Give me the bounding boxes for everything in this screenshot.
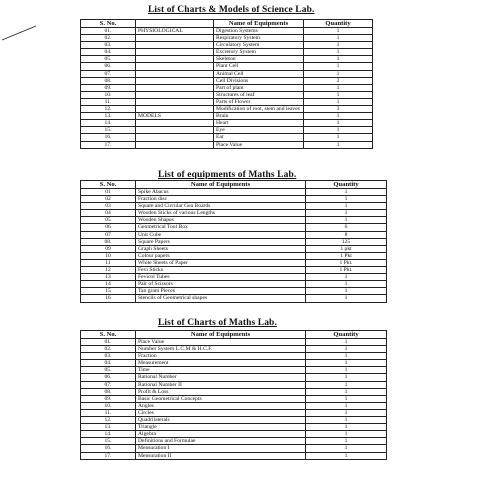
table-row (81, 288, 387, 295)
table-row (81, 381, 387, 388)
maths-equipment-table (80, 180, 387, 303)
cell-qty: 1 (306, 295, 387, 302)
table-row (81, 203, 387, 210)
cell-name: Mensuration I (136, 445, 306, 452)
cell-name: Eye (214, 127, 304, 134)
cell-name: Heart (214, 120, 304, 127)
cell-sno: 16. (81, 445, 136, 452)
cell-name: Mensuration II (136, 452, 306, 459)
cell-name: Part of plant (214, 84, 304, 91)
table-row (81, 210, 387, 217)
header-name: Name of Equipments (136, 331, 306, 339)
cell-sno: 03 (81, 203, 136, 210)
cell-cat (136, 141, 214, 148)
header-quantity: Quantity (306, 331, 387, 339)
cell-sno: 04. (81, 360, 136, 367)
cell-name: Quadrilaterals (136, 417, 306, 424)
table-row (81, 42, 373, 49)
header-name: Name of Equipments (136, 181, 306, 189)
cell-qty: 1 (304, 113, 373, 120)
table-row (81, 224, 387, 231)
cell-cat (136, 49, 214, 56)
table-row (81, 91, 373, 98)
cell-name: Parts of Flower (214, 98, 304, 105)
cell-qty: 1 (306, 288, 387, 295)
cell-cat (136, 70, 214, 77)
cell-cat: PHYSIOLOGICAL (136, 28, 214, 35)
cell-qty: 1 (304, 49, 373, 56)
cell-qty: 1 (304, 141, 373, 148)
cell-qty: 1 (306, 402, 387, 409)
cell-sno: 03. (81, 42, 136, 49)
cell-name: Circulatory System (214, 42, 304, 49)
cell-name: Digestion Systems (214, 28, 304, 35)
cell-name: Fevicol Tubes (136, 274, 306, 281)
cell-name: Fevi Sticks (136, 267, 306, 274)
table-row (81, 353, 387, 360)
cell-sno: 11 (81, 259, 136, 266)
cell-qty: 1 (306, 438, 387, 445)
cell-qty: 1 (306, 388, 387, 395)
cell-cat (136, 35, 214, 42)
maths-charts-table-body (81, 339, 387, 460)
cell-name: Respiratory System (214, 35, 304, 42)
cell-cat (136, 42, 214, 49)
cell-qty: 1 (304, 56, 373, 63)
cell-cat (136, 84, 214, 91)
cell-sno: 16. (81, 134, 136, 141)
cell-sno: 06 (81, 224, 136, 231)
cell-sno: 15. (81, 127, 136, 134)
table-row (81, 417, 387, 424)
table-row (81, 63, 373, 70)
cell-name: Algebra (136, 431, 306, 438)
cell-qty: 1 (306, 203, 387, 210)
cell-sno: 08. (81, 238, 136, 245)
cell-sno: 09. (81, 395, 136, 402)
cell-name: Animal Cell (214, 70, 304, 77)
cell-qty: 1 (306, 274, 387, 281)
science-table (80, 19, 373, 149)
cell-name: Skeleton (214, 56, 304, 63)
cell-qty: 1 (306, 217, 387, 224)
cell-sno: 08. (81, 77, 136, 84)
table-row (81, 189, 387, 196)
table-row (81, 245, 387, 252)
table-row (81, 217, 387, 224)
cell-cat (136, 98, 214, 105)
cell-qty: 1 (304, 42, 373, 49)
cell-name: Wooden Shapes (136, 217, 306, 224)
cell-name: Spike Abacus (136, 189, 306, 196)
cell-sno: 11. (81, 409, 136, 416)
cell-name: Plant Cell (214, 63, 304, 70)
table-row (81, 367, 387, 374)
cell-qty: 1 (304, 63, 373, 70)
cell-sno: 06. (81, 374, 136, 381)
table-row (81, 56, 373, 63)
maths-charts-title: List of Charts of Maths Lab. (158, 318, 277, 328)
cell-qty: 1 (306, 409, 387, 416)
table-row (81, 295, 387, 302)
cell-cat (136, 127, 214, 134)
cell-sno: 10. (81, 91, 136, 98)
cell-name: Geometrical Tool Box (136, 224, 306, 231)
table-row (81, 346, 387, 353)
table-row (81, 35, 373, 42)
cell-cat (136, 91, 214, 98)
cell-qty: 1 (306, 374, 387, 381)
cell-sno: 02. (81, 35, 136, 42)
cell-name: Profit & Loss (136, 388, 306, 395)
cell-name: Fraction disc (136, 196, 306, 203)
table-row (81, 259, 387, 266)
cell-name: Ear (214, 134, 304, 141)
cell-sno: 12. (81, 106, 136, 113)
table-row (81, 267, 387, 274)
cell-qty: 1 (306, 395, 387, 402)
cell-sno: 16 (81, 295, 136, 302)
table-row (81, 28, 373, 35)
cell-sno: 17. (81, 452, 136, 459)
table-row (81, 339, 387, 346)
cell-qty: 1 (304, 98, 373, 105)
table-row (81, 402, 387, 409)
cell-sno: 07. (81, 381, 136, 388)
table-row (81, 84, 373, 91)
cell-qty: 1 (306, 452, 387, 459)
cell-qty: 1 (306, 417, 387, 424)
cell-name: Square and Circular Gea Boards (136, 203, 306, 210)
table-row (81, 238, 387, 245)
cell-sno: 09. (81, 84, 136, 91)
table-row (81, 49, 373, 56)
cell-sno: 01. (81, 28, 136, 35)
cell-qty: 1 (304, 134, 373, 141)
cell-sno: 12 (81, 267, 136, 274)
table-row (81, 431, 387, 438)
table-row (81, 120, 373, 127)
maths-equipment-table-body (81, 189, 387, 303)
cell-name: White Sheets of Paper (136, 259, 306, 266)
science-table-body (81, 28, 373, 149)
cell-cat (136, 134, 214, 141)
maths-equipment-title: List of equipments of Maths Lab. (158, 170, 297, 180)
table-row (81, 360, 387, 367)
cell-cat (136, 77, 214, 84)
cell-sno: 15 (81, 288, 136, 295)
cell-sno: 14. (81, 120, 136, 127)
cell-name: Fraction (136, 353, 306, 360)
cell-qty: 1 Pkt. (306, 267, 387, 274)
cell-name: Measurement (136, 360, 306, 367)
table-row (81, 141, 373, 148)
cell-sno: 02 (81, 196, 136, 203)
cell-qty: 125 (306, 238, 387, 245)
cell-qty: 1 (306, 360, 387, 367)
table-row (81, 452, 387, 459)
cell-sno: 01 (81, 189, 136, 196)
cell-qty: 1 (306, 346, 387, 353)
cell-sno: 10 (81, 252, 136, 259)
cell-sno: 07 (81, 231, 136, 238)
table-row (81, 231, 387, 238)
cell-sno: 13 (81, 274, 136, 281)
cell-name: Cell Divisions (214, 77, 304, 84)
cell-sno: 13. (81, 424, 136, 431)
cell-sno: 04. (81, 49, 136, 56)
cell-cat (136, 106, 214, 113)
table-row (81, 98, 373, 105)
cell-sno: 17. (81, 141, 136, 148)
cell-sno: 15. (81, 438, 136, 445)
cell-qty: 1 (306, 281, 387, 288)
cell-sno: 12. (81, 417, 136, 424)
cell-sno: 14. (81, 431, 136, 438)
cell-sno: 05. (81, 367, 136, 374)
table-row (81, 409, 387, 416)
table-row (81, 274, 387, 281)
cell-qty: 1 pkt (306, 245, 387, 252)
cell-qty: 1 (306, 424, 387, 431)
table-row (81, 445, 387, 452)
cell-qty: 1 (306, 196, 387, 203)
table-row (81, 374, 387, 381)
header-sno: S. No. (81, 181, 136, 189)
cell-name: Angles (136, 402, 306, 409)
table-row (81, 70, 373, 77)
cell-sno: 14 (81, 281, 136, 288)
header-sno: S. No. (81, 331, 136, 339)
cell-name: Circles (136, 409, 306, 416)
table-row (81, 388, 387, 395)
cell-name: Triangle (136, 424, 306, 431)
table-row (81, 127, 373, 134)
cell-qty: 1 (306, 367, 387, 374)
cell-qty: 1 Pkt (306, 252, 387, 259)
cell-qty: 1 (304, 84, 373, 91)
cell-sno: 13. (81, 113, 136, 120)
header-category (136, 20, 214, 28)
cell-name: Tan gram Pieces (136, 288, 306, 295)
cell-name: Structures of leaf (214, 91, 304, 98)
cell-sno: 06. (81, 63, 136, 70)
cell-cat (136, 63, 214, 70)
cell-name: Place Value (136, 339, 306, 346)
header-quantity: Quantity (304, 20, 373, 28)
cell-name: Stencils of Geometrical shapes (136, 295, 306, 302)
cell-name: Place Value (214, 141, 304, 148)
cell-qty: 8 (306, 231, 387, 238)
science-title: List of Charts & Models of Science Lab. (148, 5, 315, 15)
cell-name: Number System L.C.M & H.C.F. (136, 346, 306, 353)
cell-sno: 05. (81, 56, 136, 63)
cell-qty: 1 (304, 28, 373, 35)
cell-qty: 1 (304, 120, 373, 127)
table-row (81, 424, 387, 431)
cell-qty: 1 (306, 381, 387, 388)
cell-cat (136, 56, 214, 63)
cell-sno: 02. (81, 346, 136, 353)
cell-qty: 1 (306, 189, 387, 196)
cell-sno: 07. (81, 70, 136, 77)
cell-sno: 04 (81, 210, 136, 217)
cell-sno: 09 (81, 245, 136, 252)
cell-sno: 03. (81, 353, 136, 360)
table-row (81, 252, 387, 259)
cell-name: Basic Geometrical Concepts (136, 395, 306, 402)
cell-sno: 11. (81, 98, 136, 105)
header-quantity: Quantity (306, 181, 387, 189)
table-row (81, 77, 373, 84)
cell-qty: 2 (304, 77, 373, 84)
cell-sno: 01. (81, 339, 136, 346)
cell-qty: 1 (304, 127, 373, 134)
cell-cat (136, 120, 214, 127)
header-sno: S. No. (81, 20, 136, 28)
cell-qty: 1 Pkt. (306, 259, 387, 266)
table-row (81, 281, 387, 288)
table-row (81, 134, 373, 141)
cell-name: Definitions and Formulae (136, 438, 306, 445)
maths-equipment-header-row (81, 181, 387, 189)
cell-sno: 10. (81, 402, 136, 409)
cell-sno: 05 (81, 217, 136, 224)
science-header-row (81, 20, 373, 28)
maths-charts-table (80, 330, 387, 460)
table-row (81, 196, 387, 203)
cell-name: Rational Number II (136, 381, 306, 388)
maths-charts-header-row (81, 331, 387, 339)
cell-qty: 1 (304, 70, 373, 77)
cell-qty: 1 (304, 35, 373, 42)
cell-qty: 3 (304, 106, 373, 113)
cell-name: Unit Cube (136, 231, 306, 238)
cell-name: Square Papers (136, 238, 306, 245)
cell-name: Colour papers (136, 252, 306, 259)
table-row (81, 438, 387, 445)
cell-qty: 1 (304, 91, 373, 98)
cell-name: Rational Number (136, 374, 306, 381)
cell-qty: 1 (306, 210, 387, 217)
cell-qty: 6 (306, 224, 387, 231)
cell-name: Wooden Sticks of various Lengths (136, 210, 306, 217)
cell-name: Modification of root, stem and leaves (214, 106, 304, 113)
cell-name: Excretory System (214, 49, 304, 56)
cell-name: Time (136, 367, 306, 374)
cell-qty: 1 (306, 431, 387, 438)
cell-qty: 1 (306, 353, 387, 360)
cell-name: Pair of Scissors (136, 281, 306, 288)
table-row (81, 113, 373, 120)
cell-name: Graph Sheets (136, 245, 306, 252)
scan-mark (0, 20, 40, 42)
cell-qty: 1 (306, 445, 387, 452)
cell-name: Brain (214, 113, 304, 120)
cell-sno: 08. (81, 388, 136, 395)
cell-cat: MODELS (136, 113, 214, 120)
table-row (81, 395, 387, 402)
table-row (81, 106, 373, 113)
cell-qty: 1 (306, 339, 387, 346)
header-name: Name of Equipments (214, 20, 304, 28)
